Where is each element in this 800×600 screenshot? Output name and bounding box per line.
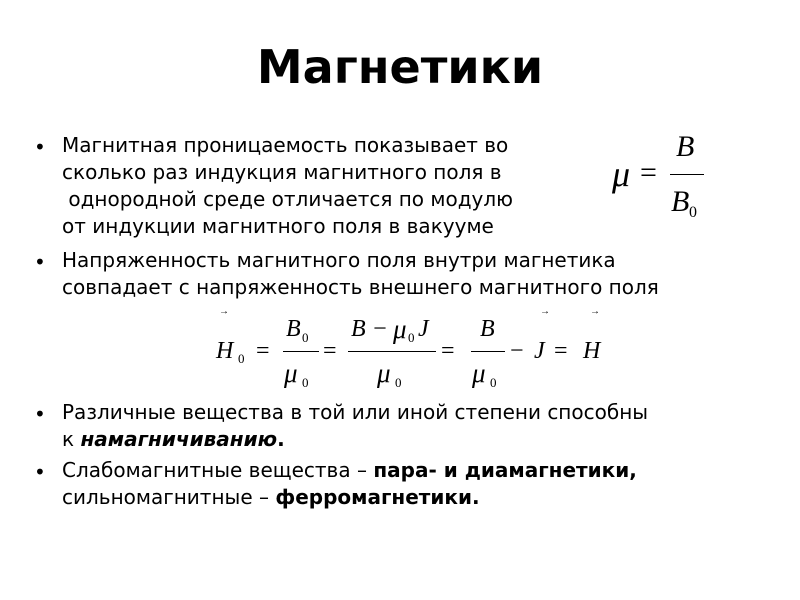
bullet-marker: • [34, 250, 46, 274]
formula-frac2-denominator: μ [377, 358, 391, 388]
bullet-2-line-2: совпадает с напряженность внешнего магнитного поля [62, 275, 659, 299]
formula-frac2-numerator-b: B − [351, 316, 388, 342]
bullet-marker: • [34, 402, 46, 426]
formula-frac2-denominator-subscript: 0 [395, 375, 402, 390]
formula-j-symbol: J [534, 338, 545, 364]
formula-equals: = [441, 338, 455, 364]
formula-frac2-numerator-subscript: 0 [408, 330, 415, 345]
bullet-4-line-1 [62, 458, 637, 482]
bullet-1-line-3: однородной среде отличается по модулю [62, 187, 514, 211]
formula-h0-subscript: 0 [238, 351, 245, 366]
formula-h0-symbol: H [216, 338, 234, 364]
formula-frac2-numerator-mu: μ [393, 314, 407, 344]
formula-equals: = [256, 338, 270, 364]
formula-frac3-denominator-subscript: 0 [490, 375, 497, 390]
bullet-3-line-1: Различные вещества в той или иной степени способны [62, 400, 649, 424]
vector-arrow-icon: → [590, 306, 600, 317]
formula-equals: = [554, 338, 568, 364]
vector-arrow-icon: → [540, 306, 550, 317]
bullet-marker: • [34, 460, 46, 484]
bullet-1-line-1: Магнитная проницаемость показывает во [62, 133, 509, 157]
bullet-3-emphasis: намагничиванию [80, 427, 278, 451]
bullet-marker: • [34, 135, 46, 159]
bullet-3-line-2 [62, 427, 285, 451]
bullet-2-line-1: Напряженность магнитного поля внутри магнетика [62, 248, 616, 272]
formula-mu-symbol: μ [612, 154, 631, 194]
formula-minus: − [510, 338, 524, 364]
formula-equals: = [323, 338, 337, 364]
bullet-1-line-4: от индукции магнитного поля в вакууме [62, 214, 494, 238]
formula-frac1-bar [283, 351, 319, 352]
formula-frac3-denominator: μ [472, 358, 486, 388]
formula-frac1-numerator-subscript: 0 [302, 330, 309, 345]
formula-frac1-denominator-subscript: 0 [302, 375, 309, 390]
bullet-4-line2-prefix: сильномагнитные – [62, 485, 276, 509]
bullet-4-line-2 [62, 485, 480, 509]
bullet-4-emphasis: пара- и диамагнетики, [373, 458, 637, 482]
vector-arrow-icon: → [219, 306, 229, 317]
formula-mu-fraction-bar [670, 174, 704, 175]
formula-mu-numerator: B [676, 130, 695, 163]
bullet-4-prefix: Слабомагнитные вещества – [62, 458, 374, 482]
bullet-4-line2-emphasis: ферромагнетики. [275, 485, 480, 509]
formula-frac3-numerator: B [480, 316, 495, 342]
bullet-1-line-2: сколько раз индукция магнитного поля в [62, 160, 502, 184]
formula-mu-equals: = [640, 156, 657, 189]
formula-frac2-numerator-j: J [418, 316, 429, 342]
slide-title: Магнетики [256, 40, 544, 94]
bullet-3-suffix: . [277, 427, 285, 451]
formula-frac3-bar [471, 351, 505, 352]
formula-frac1-denominator: μ [284, 358, 298, 388]
formula-mu-denominator: B [671, 185, 690, 218]
formula-mu-denominator-subscript: 0 [689, 204, 697, 221]
formula-frac1-numerator: B [286, 316, 301, 342]
formula-h-symbol: H [583, 338, 601, 364]
bullet-3-prefix: к [62, 427, 81, 451]
formula-frac2-bar [348, 351, 436, 352]
